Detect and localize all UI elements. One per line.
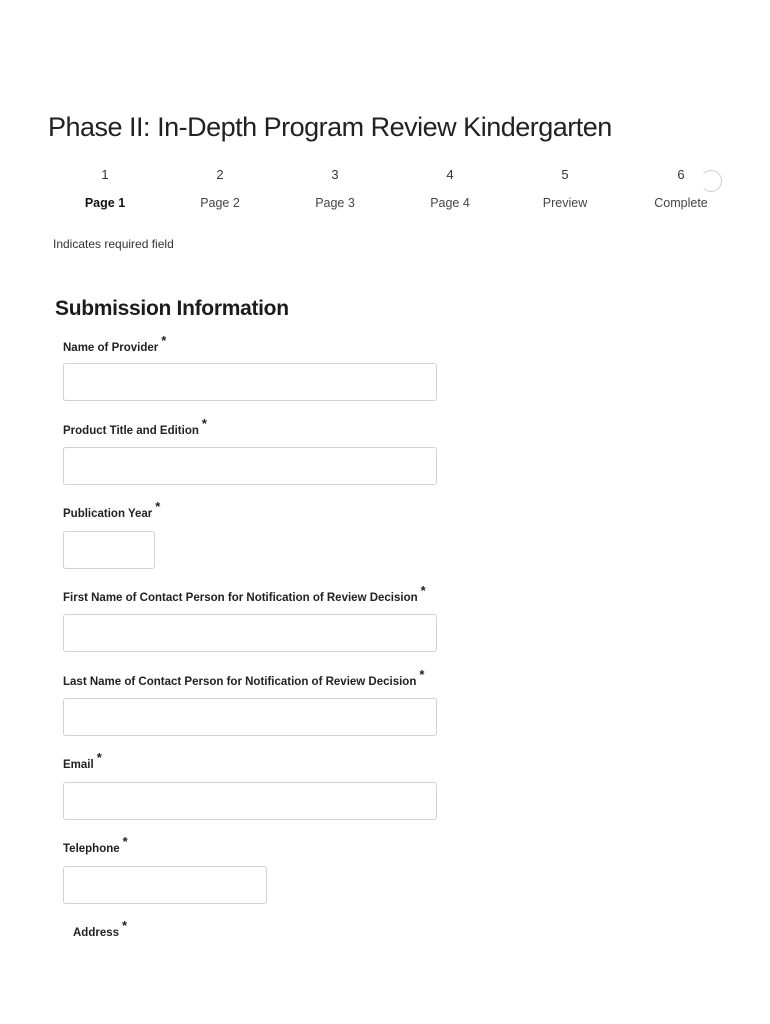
step-complete[interactable] [623, 165, 739, 212]
required-marker: * [122, 918, 128, 933]
telephone-input[interactable] [63, 866, 267, 904]
step-number: 4 [446, 167, 454, 182]
required-marker: * [161, 333, 167, 348]
step-label: Complete [654, 196, 708, 210]
contact-last-name-label [63, 667, 425, 688]
contact-first-name-label [63, 583, 426, 604]
required-marker: * [201, 416, 207, 431]
contact-last-name-input[interactable] [63, 698, 437, 736]
publication-year-label [63, 499, 161, 520]
step-page-3[interactable] [277, 165, 393, 212]
publication-year-input[interactable] [63, 531, 155, 569]
required-marker: * [155, 499, 161, 514]
section-title: Submission Information [55, 297, 289, 320]
step-label: Page 4 [430, 196, 470, 210]
field-label-text: Name of Provider [63, 342, 159, 354]
step-label: Page 2 [200, 196, 240, 210]
address-label [73, 918, 128, 939]
step-number: 5 [561, 167, 569, 182]
required-field-note: Indicates required field [53, 237, 174, 251]
step-page-2[interactable] [162, 165, 278, 212]
loading-spinner-icon [700, 170, 722, 192]
required-marker: * [420, 583, 426, 598]
step-preview[interactable] [507, 165, 623, 212]
required-marker: * [419, 667, 425, 682]
product-title-input[interactable] [63, 447, 437, 485]
required-marker: * [96, 750, 102, 765]
step-label: Page 3 [315, 196, 355, 210]
step-page-4[interactable] [392, 165, 508, 212]
field-label-text: First Name of Contact Person for Notification of Review Decision [63, 592, 418, 604]
email-input[interactable] [63, 782, 437, 820]
page-title: Phase II: In-Depth Program Review Kindergarten [48, 112, 612, 142]
field-label-text: Product Title and Edition [63, 425, 199, 437]
step-number: 2 [216, 167, 224, 182]
field-label-text: Email [63, 759, 94, 771]
step-number: 3 [331, 167, 339, 182]
progress-steps [47, 165, 737, 221]
telephone-label [63, 834, 128, 855]
field-label-text: Publication Year [63, 508, 153, 520]
step-label: Page 1 [84, 196, 126, 210]
step-label: Preview [542, 196, 588, 210]
step-number: 6 [677, 167, 685, 182]
field-label-text: Telephone [63, 843, 120, 855]
contact-first-name-input[interactable] [63, 614, 437, 652]
required-marker: * [122, 834, 128, 849]
step-number: 1 [101, 167, 109, 182]
field-label-text: Last Name of Contact Person for Notification of Review Decision [63, 676, 417, 688]
email-label [63, 750, 102, 771]
step-page-1[interactable] [47, 165, 163, 212]
provider-name-input[interactable] [63, 363, 437, 401]
product-title-label [63, 416, 207, 437]
provider-name-label [63, 333, 167, 354]
field-label-text: Address [73, 927, 120, 939]
